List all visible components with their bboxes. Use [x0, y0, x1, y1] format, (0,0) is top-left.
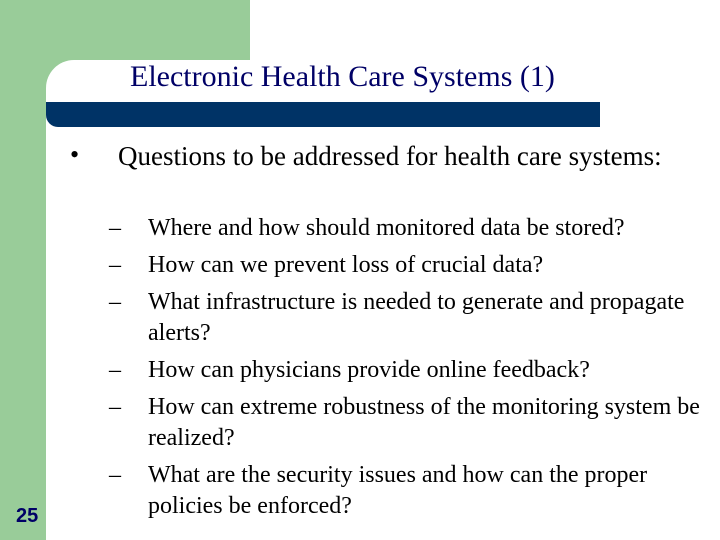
sub-bullet-item	[100, 355, 715, 386]
dash-marker: –	[109, 215, 121, 241]
slide-title: Electronic Health Care Systems (1)	[130, 60, 555, 93]
sub-bullet-list	[100, 213, 715, 528]
bullet-marker: •	[70, 140, 80, 169]
dash-marker: –	[109, 394, 121, 420]
dash-marker: –	[109, 252, 121, 278]
dash-marker: –	[109, 289, 121, 315]
main-bullet-text: Questions to be addressed for health care systems:	[118, 141, 662, 171]
sub-bullet-item	[100, 287, 715, 349]
sub-bullet-text: What infrastructure is needed to generate and propagate alerts?	[148, 289, 685, 346]
title-underline-bar	[46, 102, 600, 127]
sub-bullet-item	[100, 460, 715, 522]
sub-bullet-item	[100, 250, 715, 281]
sub-bullet-text: Where and how should monitored data be stored?	[148, 215, 625, 241]
dash-marker: –	[109, 462, 121, 488]
sub-bullet-item	[100, 213, 715, 244]
sub-bullet-text: How can we prevent loss of crucial data?	[148, 252, 544, 278]
sub-bullet-text: What are the security issues and how can the proper policies be enforced?	[148, 462, 648, 519]
sub-bullet-text: How can physicians provide online feedback?	[148, 357, 590, 383]
sub-bullet-text: How can extreme robustness of the monitoring system be realized?	[148, 394, 700, 451]
page-number: 25	[16, 505, 39, 527]
sub-bullet-item	[100, 392, 715, 454]
dash-marker: –	[109, 357, 121, 383]
